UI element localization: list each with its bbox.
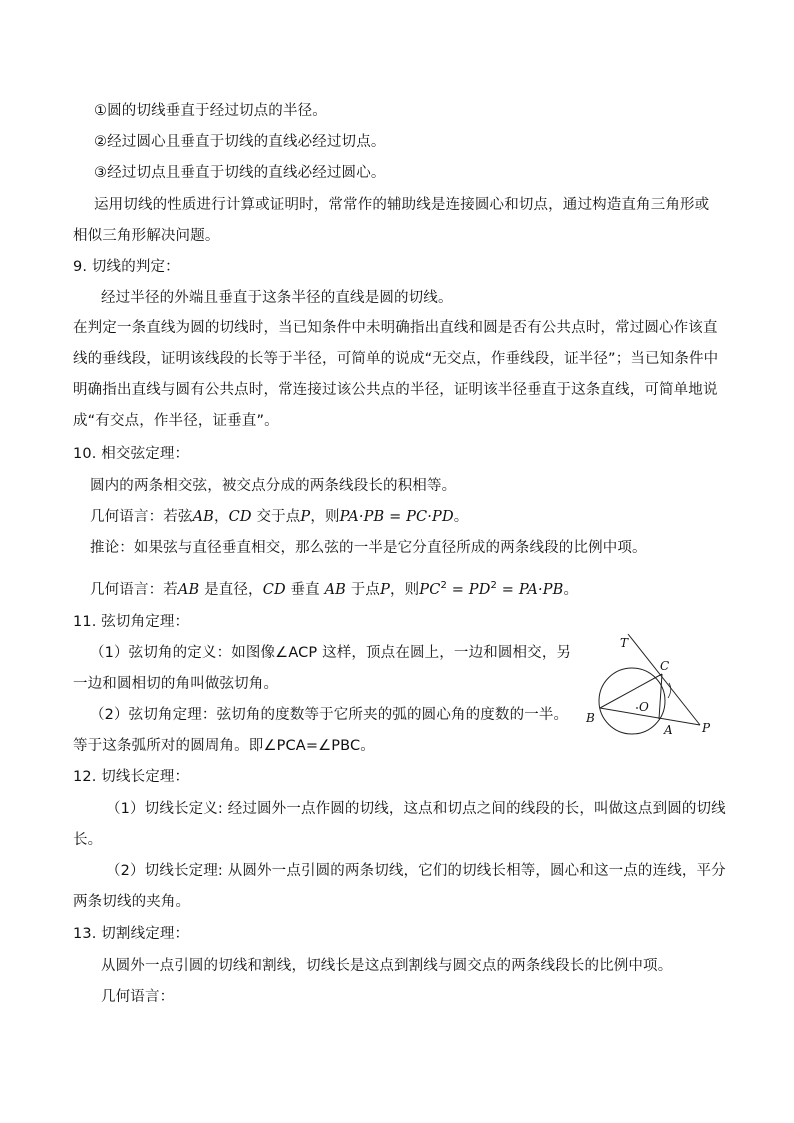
exponent: 2 — [490, 580, 497, 591]
section-10-corollary: 推论：如果弦与直径垂直相交，那么弦的一半是它分直径所成的两条线段的比例中项。 — [90, 540, 647, 556]
section-11-heading: 11. 弦切角定理： — [73, 614, 190, 630]
section-13-geometry-language: 几何语言： — [101, 989, 175, 1005]
exponent: 2 — [440, 580, 447, 591]
math-p: P — [380, 581, 390, 598]
label-o: O — [639, 700, 649, 714]
section-9-body-line-4: 成“有交点，作半径，证垂直”。 — [73, 413, 279, 429]
chord-bc — [600, 674, 662, 708]
chord-tangent-figure — [580, 628, 720, 748]
section-10-heading: 10. 相交弦定理： — [73, 446, 190, 462]
math-equals: = — [446, 581, 469, 598]
math-ab: AB — [324, 581, 346, 598]
math-cd: CD — [262, 581, 286, 598]
text-span: 交于点 — [251, 509, 301, 525]
text-span: ，则 — [310, 509, 340, 525]
text-span: ， — [214, 509, 229, 525]
section-12-theorem-line-2: 两条切线的夹角。 — [73, 894, 191, 910]
section-9-body-line-2: 线的垂线段，证明该线段的长等于半径，可简单的说成“无交点，作垂线段，证半径”；当已知条件中 — [73, 351, 719, 367]
section-13-heading: 13. 切割线定理： — [73, 926, 190, 942]
text-span: 于点 — [346, 581, 381, 598]
property-note-line-2: 相似三角形解决问题。 — [73, 228, 220, 244]
section-10-geometry-language-1 — [90, 507, 468, 527]
section-9-body-line-3: 明确指出直线与圆有公共点时，常连接过该公共点的半径，证明该半径垂直于这条直线，可简单地说 — [73, 382, 718, 398]
math-equation: PA·PB = PC·PD — [339, 509, 454, 525]
label-b: B — [586, 711, 595, 725]
section-12-definition-line-1: （1）切线长定义: 经过圆外一点作圆的切线，这点和切点之间的线段的长，叫做这点到圆的切线 — [106, 801, 726, 817]
section-9-heading: 9. 切线的判定： — [73, 259, 180, 275]
section-12-theorem-line-1: （2）切线长定理: 从圆外一点引圆的两条切线，它们的切线长相等，圆心和这一点的连线，平分 — [106, 863, 726, 879]
property-item-1: ①圆的切线垂直于经过切点的半径。 — [94, 103, 327, 119]
property-item-2: ②经过圆心且垂直于切线的直线必经过切点。 — [94, 134, 386, 150]
section-9-statement: 经过半径的外端且垂直于这条半径的直线是圆的切线。 — [101, 290, 453, 306]
text-span: ，则 — [389, 581, 420, 598]
property-note-line-1: 运用切线的性质进行计算或证明时，常常作的辅助线是连接圆心和切点，通过构造直角三角形或 — [94, 197, 710, 213]
text-span: 。 — [563, 581, 579, 598]
math-ab: AB — [177, 581, 200, 598]
label-c: C — [660, 659, 670, 673]
chord-ca — [659, 674, 662, 719]
math-equation: = PA·PB — [497, 581, 564, 598]
text-span: 是直径， — [199, 581, 263, 598]
section-10-statement: 圆内的两条相交弦，被交点分成的两条线段长的积相等。 — [90, 478, 457, 494]
math-pc: PC — [419, 581, 441, 598]
center-dot — [636, 707, 638, 709]
section-11-definition-line-2: 一边和圆相切的角叫做弦切角。 — [73, 676, 279, 692]
label-p: P — [702, 721, 711, 735]
section-12-definition-line-2: 长。 — [73, 832, 103, 848]
secant-line-bp — [600, 708, 700, 725]
math-cd: CD — [228, 509, 252, 525]
math-pd: PD — [468, 581, 491, 598]
text-span: 几何语言：若 — [90, 581, 178, 598]
label-a: A — [664, 723, 673, 737]
section-9-body-line-1: 在判定一条直线为圆的切线时，当已知条件中未明确指出直线和圆是否有公共点时，常过圆心作该直 — [73, 320, 718, 336]
property-item-3: ③经过切点且垂直于切线的直线必经过圆心。 — [94, 165, 386, 181]
section-13-statement: 从圆外一点引圆的切线和割线，切线长是这点到割线与圆交点的两条线段长的比例中项。 — [101, 958, 673, 974]
math-ab: AB — [192, 509, 214, 525]
section-11-theorem-line-2: 等于这条弧所对的圆周角。即∠PCA=∠PBC。 — [73, 738, 375, 754]
text-span: 。 — [453, 509, 469, 525]
section-10-geometry-language-2 — [90, 576, 578, 600]
text-span: 几何语言：若弦 — [90, 509, 193, 525]
label-t: T — [620, 636, 629, 650]
section-11-definition-line-1: （1）弦切角的定义：如图像∠ACP 这样，顶点在圆上，一边和圆相交，另 — [90, 645, 572, 661]
section-11-theorem-line-1: （2）弦切角定理：弦切角的度数等于它所夹的弧的圆心角的度数的一半。 — [90, 707, 569, 723]
text-span: 垂直 — [285, 581, 325, 598]
math-p: P — [300, 509, 311, 525]
section-12-heading: 12. 切线长定理： — [73, 769, 190, 785]
